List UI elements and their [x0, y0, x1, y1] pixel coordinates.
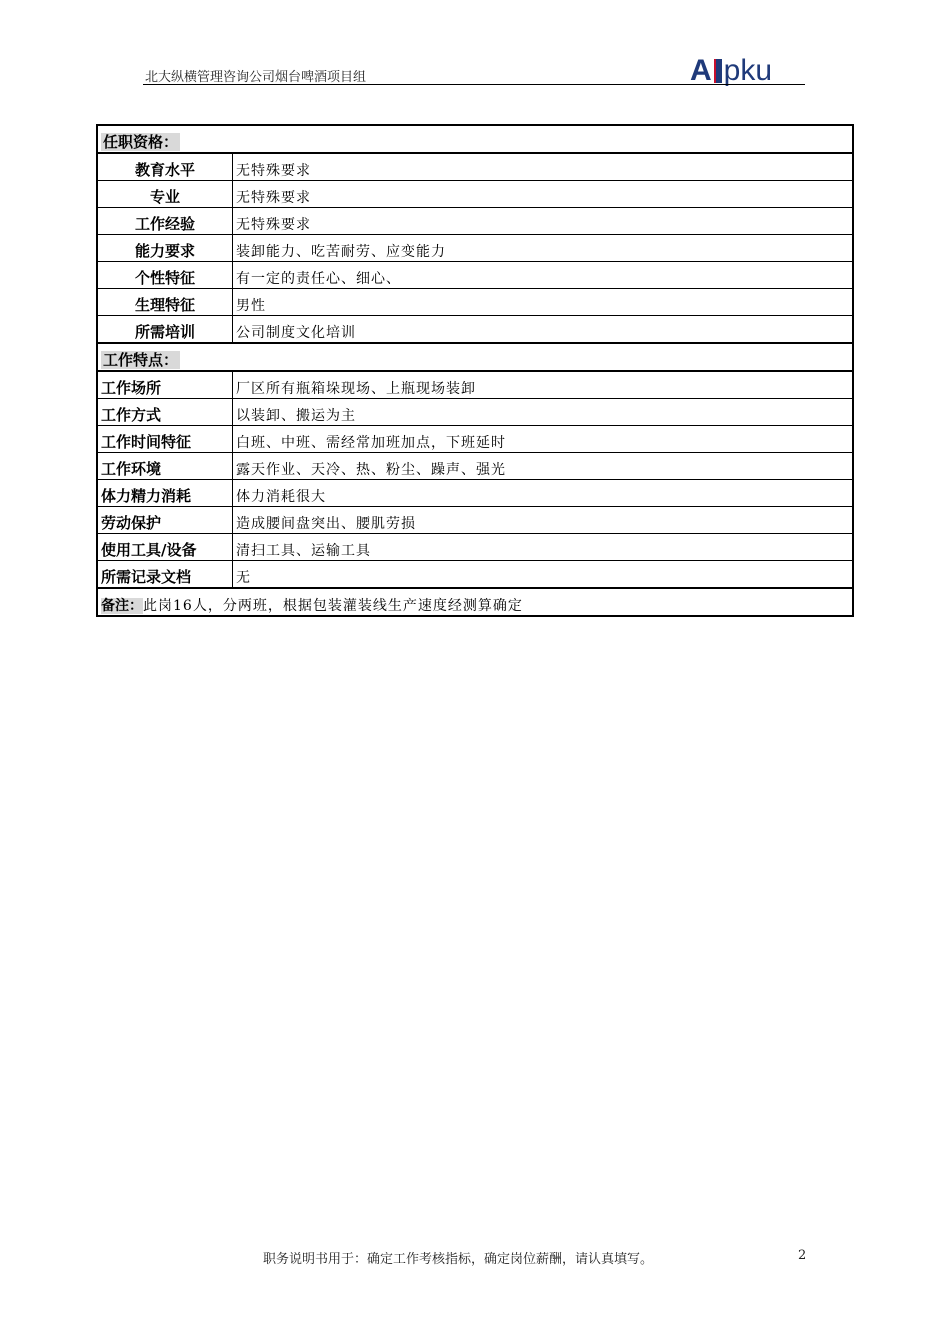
- row-label: 所需培训: [97, 316, 233, 344]
- row-value: 有一定的责任心、细心、: [233, 262, 854, 289]
- note-text: 此岗16人，分两班，根据包装灌装线生产速度经测算确定: [143, 598, 523, 614]
- logo-letter-a: A: [690, 54, 712, 87]
- table-row: [97, 289, 853, 316]
- row-label: 工作环境: [97, 453, 233, 480]
- section-row-work-features: [97, 343, 853, 371]
- header-rule: [143, 84, 805, 85]
- table-row: [97, 507, 853, 534]
- row-label: 教育水平: [97, 153, 233, 181]
- row-value: 无特殊要求: [233, 181, 854, 208]
- section-row-qualifications: [97, 125, 853, 153]
- logo-bar-icon: [714, 59, 722, 83]
- table-row: [97, 426, 853, 453]
- row-value: 无特殊要求: [233, 208, 854, 235]
- table-row: [97, 371, 853, 399]
- row-value: 男性: [233, 289, 854, 316]
- row-label: 劳动保护: [97, 507, 233, 534]
- row-label: 生理特征: [97, 289, 233, 316]
- row-value: 体力消耗很大: [233, 480, 854, 507]
- row-value: 无: [233, 561, 854, 589]
- row-value: 以装卸、搬运为主: [233, 399, 854, 426]
- table-row: [97, 561, 853, 589]
- row-label: 能力要求: [97, 235, 233, 262]
- company-logo: [690, 52, 772, 86]
- note-label: 备注：: [101, 598, 143, 614]
- logo-letters: pku: [723, 54, 773, 87]
- row-value: 无特殊要求: [233, 153, 854, 181]
- row-value: 装卸能力、吃苦耐劳、应变能力: [233, 235, 854, 262]
- table-row: [97, 235, 853, 262]
- header-title: 北大纵横管理咨询公司烟台啤酒项目组: [145, 70, 367, 85]
- row-label: 工作场所: [97, 371, 233, 399]
- row-value: 露天作业、天冷、热、粉尘、躁声、强光: [233, 453, 854, 480]
- table-row: [97, 208, 853, 235]
- section-title-work-features: 工作特点：: [97, 343, 853, 371]
- job-description-table: [96, 124, 854, 617]
- row-value: 公司制度文化培训: [233, 316, 854, 344]
- row-value: 造成腰间盘突出、腰肌劳损: [233, 507, 854, 534]
- table-row: [97, 399, 853, 426]
- table-row: [97, 534, 853, 561]
- row-label: 工作方式: [97, 399, 233, 426]
- row-label: 体力精力消耗: [97, 480, 233, 507]
- row-value: 厂区所有瓶箱垛现场、上瓶现场装卸: [233, 371, 854, 399]
- table-row: [97, 316, 853, 344]
- footer-text: 职务说明书用于：确定工作考核指标，确定岗位薪酬，请认真填写。: [263, 1252, 654, 1267]
- row-value: 白班、中班、需经常加班加点，下班延时: [233, 426, 854, 453]
- row-value: 清扫工具、运输工具: [233, 534, 854, 561]
- section-title-qualifications: 任职资格：: [97, 125, 853, 153]
- page-number: 2: [798, 1248, 807, 1263]
- note-cell: [97, 588, 853, 616]
- table-row: [97, 480, 853, 507]
- row-label: 工作经验: [97, 208, 233, 235]
- table-row: [97, 153, 853, 181]
- row-label: 使用工具/设备: [97, 534, 233, 561]
- table-row: [97, 453, 853, 480]
- table-row: [97, 181, 853, 208]
- row-label: 所需记录文档: [97, 561, 233, 589]
- row-label: 专业: [97, 181, 233, 208]
- row-label: 个性特征: [97, 262, 233, 289]
- row-label: 工作时间特征: [97, 426, 233, 453]
- note-row: [97, 588, 853, 616]
- table-row: [97, 262, 853, 289]
